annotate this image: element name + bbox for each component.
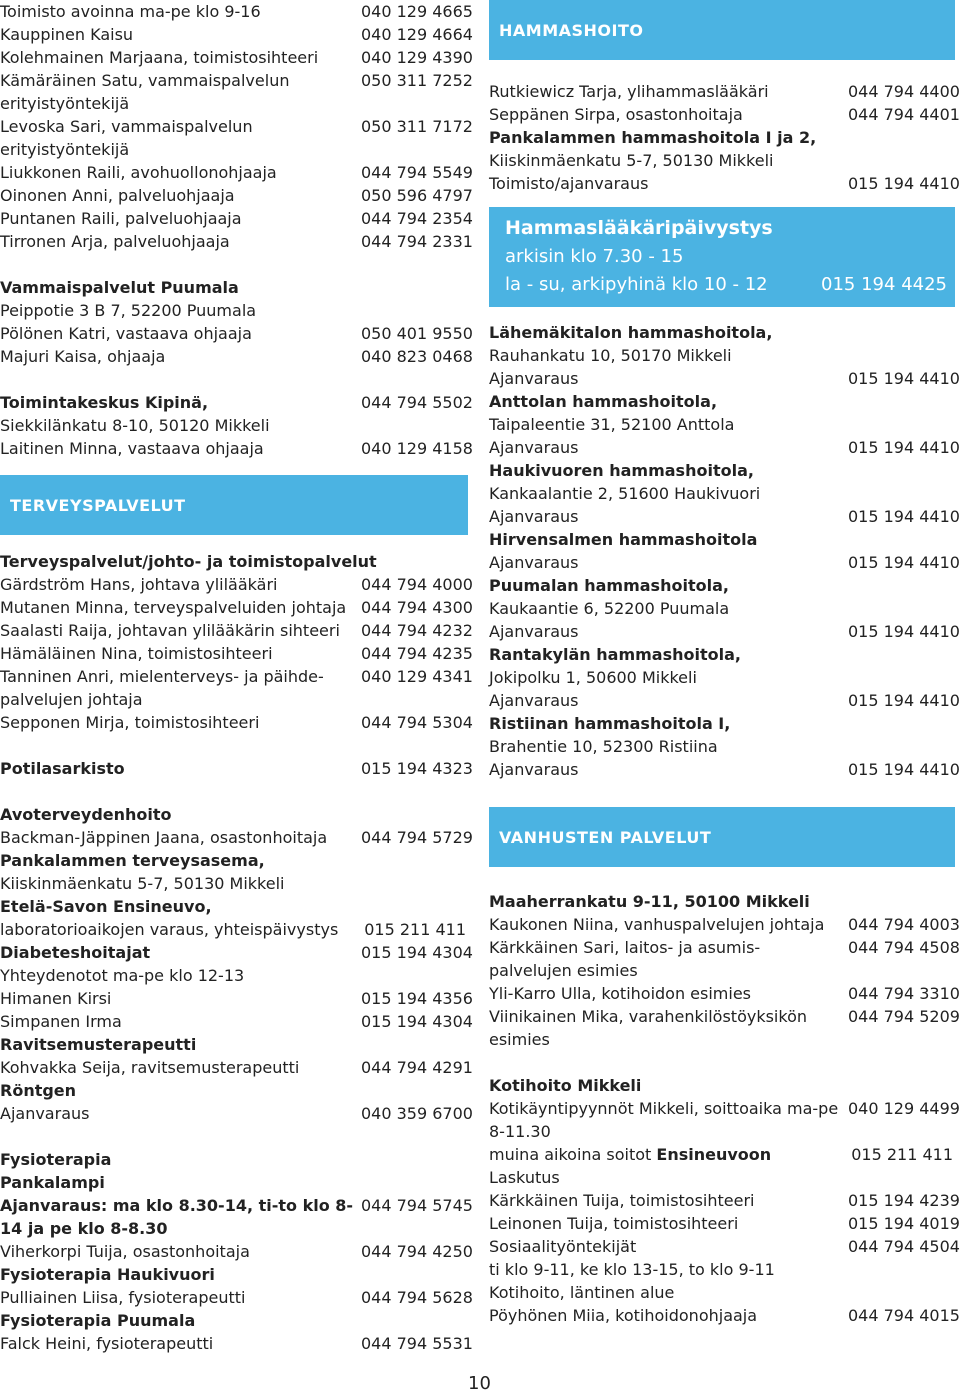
contact-row: laboratorioaikojen varaus, yhteispäivystys 015 211 411 (0, 920, 466, 939)
contact-row: Kaukonen Niina, vanhuspalvelujen johtaja 044 794 4003 (489, 915, 960, 934)
info-line: Yhteydenotot ma-pe klo 12-13 (0, 966, 245, 985)
terveyspalvelut-section (0, 550, 473, 734)
info-line: Laskutus (489, 1168, 560, 1187)
contact-row: Kolehmainen Marjaana, toimistosihteeri 040 129 4390 (0, 48, 473, 67)
vanhusten-palvelut-band: VANHUSTEN PALVELUT (489, 807, 955, 867)
promo-line: la - su, arkipyhinä klo 10 - 12 015 194 4425 (505, 271, 947, 299)
clinic-name: Hirvensalmen hammashoitola (489, 530, 758, 549)
avoterveydenhoito-section (0, 803, 473, 1125)
contact-row: Ajanvaraus: ma klo 8.30-14, ti-to klo 8-14 ja pe klo 8-8.30 044 794 5745 (0, 1196, 473, 1238)
potilasarkisto-row: Potilasarkisto 015 194 4323 (0, 759, 473, 778)
contact-row: Rutkiewicz Tarja, ylihammaslääkäri 044 794 4400 (489, 82, 960, 101)
terveyspalvelut-band: TERVEYSPALVELUT (0, 475, 468, 535)
address-line: Jokipolku 1, 50600 Mikkeli (489, 668, 697, 687)
section-heading: Vammaispalvelut Puumala (0, 278, 239, 297)
subheading: Etelä-Savon Ensineuvo, (0, 897, 212, 916)
address-line: Kankaalantie 2, 51600 Haukivuori (489, 484, 761, 503)
contact-row: Ajanvaraus 015 194 4410 (489, 438, 960, 457)
clinic-name: Puumalan hammashoitola, (489, 576, 729, 595)
contact-row: Saalasti Raija, johtavan ylilääkärin sihteeri 044 794 4232 (0, 621, 473, 640)
section-heading: Kotihoito Mikkeli (489, 1076, 642, 1095)
contact-row: Sosiaalityöntekijät 044 794 4504 (489, 1237, 960, 1256)
subheading: Fysioterapia Puumala (0, 1311, 196, 1330)
vanhusten-palvelut-section (489, 890, 960, 1051)
clinic-name: Ristiinan hammashoitola I, (489, 714, 731, 733)
address-line: Rauhankatu 10, 50170 Mikkeli (489, 346, 732, 365)
contact-row: Levoska Sari, vammaispalvelun erityistyöntekijä 050 311 7172 (0, 117, 473, 159)
section-heading: Avoterveydenhoito (0, 805, 172, 824)
contact-row: Sepponen Mirja, toimistosihteeri 044 794 5304 (0, 713, 473, 732)
subheading: Pankalammen hammashoitola I ja 2, (489, 128, 817, 147)
contact-row: Ajanvaraus 015 194 4410 (489, 760, 960, 779)
contact-row: Laitinen Minna, vastaava ohjaaja 040 129 4158 (0, 439, 473, 458)
subheading: Pankalammen terveysasema, (0, 851, 265, 870)
clinic-name: Anttolan hammashoitola, (489, 392, 718, 411)
spacer (489, 1051, 955, 1074)
section-heading: Terveyspalvelut/johto- ja toimistopalvelut (0, 552, 377, 571)
contact-row: Pulliainen Liisa, fysioterapeutti 044 794 5628 (0, 1288, 473, 1307)
section-heading: Fysioterapia (0, 1150, 112, 1169)
promo-number: 015 194 4425 (821, 274, 947, 295)
contact-row: Liukkonen Raili, avohuollonohjaaja 044 794 5549 (0, 163, 473, 182)
spacer (0, 780, 468, 803)
address-line: Brahentie 10, 52300 Ristiina (489, 737, 718, 756)
address-line: Peippotie 3 B 7, 52200 Puumala (0, 301, 257, 320)
subheading: Pankalampi (0, 1173, 105, 1192)
section-heading: Toimintakeskus Kipinä, 044 794 5502 (0, 393, 473, 412)
vammaispalvelut-puumala-section (0, 276, 473, 368)
contact-row: Kauppinen Kaisu 040 129 4664 (0, 25, 473, 44)
contact-row: Simpanen Irma 015 194 4304 (0, 1012, 473, 1031)
contact-row: Kämäräinen Satu, vammaispalvelun erityistyöntekijä 050 311 7252 (0, 71, 473, 113)
hammaslaakaripaivystys-box (489, 207, 955, 307)
contact-row: Ajanvaraus 015 194 4410 (489, 691, 960, 710)
fysioterapia-section (0, 1148, 473, 1355)
promo-title: Hammaslääkäripäivystys (505, 217, 773, 239)
contact-list-top (0, 0, 473, 253)
contact-row: Viinikainen Mika, varahenkilöstöyksikön esimies 044 794 5209 (489, 1007, 960, 1049)
clinic-name: Haukivuoren hammashoitola, (489, 461, 754, 480)
contact-row: Falck Heini, fysioterapeutti 044 794 5531 (0, 1334, 473, 1353)
toimintakeskus-kipina-section (0, 391, 473, 460)
contact-row: Kärkkäinen Tuija, toimistosihteeri 015 194 4239 (489, 1191, 960, 1210)
info-line: ti klo 9-11, ke klo 13-15, to klo 9-11 (489, 1260, 775, 1279)
kotihoito-section (489, 1074, 960, 1327)
address-line: Kiiskinmäenkatu 5-7, 50130 Mikkeli (0, 874, 285, 893)
promo-line: arkisin klo 7.30 - 15 (505, 246, 684, 267)
spacer (0, 734, 468, 757)
contact-row: Toimisto avoinna ma-pe klo 9-16 040 129 4665 (0, 2, 473, 21)
hammashoito-section (489, 80, 960, 195)
page-number: 10 (468, 1373, 491, 1394)
spacer (0, 253, 468, 276)
contact-row: Kotikäyntipyynnöt Mikkeli, soittoaika ma-pe 8-11.30 040 129 4499 (489, 1099, 960, 1141)
address-line: Taipaleentie 31, 52100 Anttola (489, 415, 735, 434)
contact-row: Tirronen Arja, palveluohjaaja 044 794 2331 (0, 232, 473, 251)
clinic-name: Rantakylän hammashoitola, (489, 645, 741, 664)
contact-row: Ajanvaraus 015 194 4410 (489, 369, 960, 388)
hammashoitolat-list (489, 321, 960, 781)
address-line: Siekkilänkatu 8-10, 50120 Mikkeli (0, 416, 270, 435)
address-line: Kiiskinmäenkatu 5-7, 50130 Mikkeli (489, 151, 774, 170)
clinic-name: Lähemäkitalon hammashoitola, (489, 323, 773, 342)
contact-row: Ajanvaraus 015 194 4410 (489, 622, 960, 641)
contact-row: Ajanvaraus 015 194 4410 (489, 553, 960, 572)
section-heading: Maaherrankatu 9-11, 50100 Mikkeli (489, 892, 810, 911)
contact-row: Pölönen Katri, vastaava ohjaaja 050 401 9550 (0, 324, 473, 343)
contact-row: muina aikoina soitot Ensineuvoon 015 211 411 (489, 1145, 953, 1164)
contact-row: Hämäläinen Nina, toimistosihteeri 044 794 4235 (0, 644, 473, 663)
contact-row: Seppänen Sirpa, osastonhoitaja 044 794 4401 (489, 105, 960, 124)
contact-row: Himanen Kirsi 015 194 4356 (0, 989, 473, 1008)
left-column (0, 0, 473, 1355)
contact-row: Majuri Kaisa, ohjaaja 040 823 0468 (0, 347, 473, 366)
contact-row: Yli-Karro Ulla, kotihoidon esimies 044 794 3310 (489, 984, 960, 1003)
contact-row: Pöyhönen Miia, kotihoidonohjaaja 044 794 4015 (489, 1306, 960, 1325)
contact-row: Ajanvaraus 040 359 6700 (0, 1104, 473, 1123)
address-line: Kaukaantie 6, 52200 Puumala (489, 599, 730, 618)
contact-row: Backman-Jäppinen Jaana, osastonhoitaja 044 794 5729 (0, 828, 473, 847)
contact-row: Oinonen Anni, palveluohjaaja 050 596 4797 (0, 186, 473, 205)
spacer (0, 368, 468, 391)
contact-row: Leinonen Tuija, toimistosihteeri 015 194 4019 (489, 1214, 960, 1233)
contact-row: Toimisto/ajanvaraus 015 194 4410 (489, 174, 960, 193)
hammashoito-band: HAMMASHOITO (489, 0, 955, 60)
subheading: Fysioterapia Haukivuori (0, 1265, 215, 1284)
contact-row: Kärkkäinen Sari, laitos- ja asumis-palvelujen esimies 044 794 4508 (489, 938, 960, 980)
subheading: Röntgen (0, 1081, 77, 1100)
subheading: Ravitsemusterapeutti (0, 1035, 197, 1054)
contact-row: Diabeteshoitajat 015 194 4304 (0, 943, 473, 962)
contact-row: Viherkorpi Tuija, osastonhoitaja 044 794 4250 (0, 1242, 473, 1261)
contact-row: Ajanvaraus 015 194 4410 (489, 507, 960, 526)
contact-row: Tanninen Anri, mielenterveys- ja päihde-palvelujen johtaja 040 129 4341 (0, 667, 473, 709)
contact-row: Mutanen Minna, terveyspalveluiden johtaja 044 794 4300 (0, 598, 473, 617)
contact-row: Gärdström Hans, johtava ylilääkäri 044 794 4000 (0, 575, 473, 594)
info-line: Kotihoito, läntinen alue (489, 1283, 675, 1302)
contact-row: Kohvakka Seija, ravitsemusterapeutti 044 794 4291 (0, 1058, 473, 1077)
contact-row: Puntanen Raili, palveluohjaaja 044 794 2354 (0, 209, 473, 228)
spacer (0, 1125, 468, 1148)
right-column (489, 0, 960, 1327)
